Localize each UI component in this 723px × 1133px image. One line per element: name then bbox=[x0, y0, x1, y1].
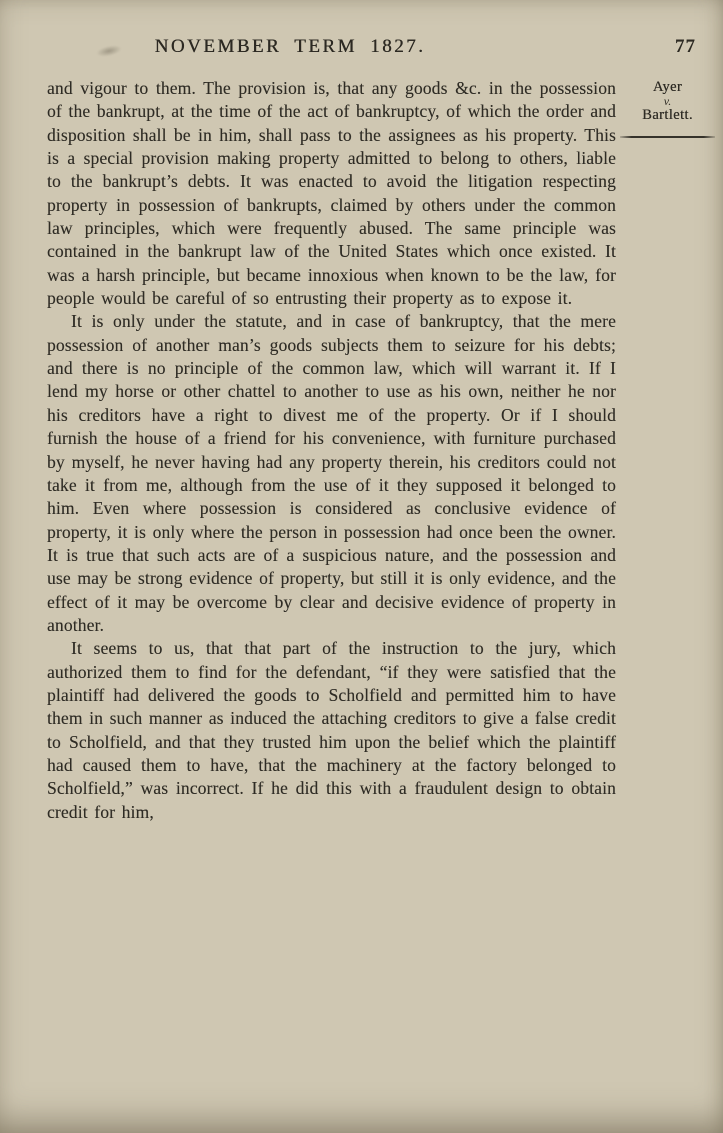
paragraph: It seems to us, that that part of the instruction to the jury, which authorized them to find for the defendant, “if they were satisfied that the plaintiff had delivered the goods to Scholfield and permitted him to have them in such manner as induced the attaching creditors to give a false credit to Scholfield, and that they trusted him upon the belief which the plaintiff had caused them to have, that the machinery at the factory belonged to Scholfield,” was incorrect. If he did this with a fraudulent design to obtain credit for him, bbox=[47, 638, 616, 822]
margin-note-divider bbox=[620, 136, 715, 138]
case-margin-note bbox=[620, 80, 715, 138]
case-party-defendant: Bartlett. bbox=[642, 107, 693, 123]
paragraph: and vigour to them. The provision is, that any goods &c. in the possession of the bankrupt, at the time of the act of bankruptcy, of which the order and disposition shall be in him, shall pass to the assignees as his property. This is a special provision making property admitted to belong to others, liable to the bankrupt’s debts. It was enacted to avoid the litigation respecting property in possession of bankrupts, claimed by others under the common law principles, which were frequently abused. The same principle was contained in the bankrupt law of the United States which once existed. It was a harsh principle, but became innoxious when known to be the law, for people would be careful of so entrusting their property as to expose it. bbox=[47, 78, 616, 309]
paragraph: It is only under the statute, and in case of bankruptcy, that the mere possession of another man’s goods subjects them to seizure for his debts; and there is no principle of the common law, which will warrant it. If I lend my horse or other chattel to another to use as his own, neither he nor his creditors have a right to divest me of the property. Or if I should furnish the house of a friend for his convenience, with furniture purchased by myself, he never having had any property therein, his creditors could not take it from me, although from the use of it they supposed it belonged to him. Even where possession is considered as conclusive evidence of property, it is only where the person in possession had once been the owner. It is true that such acts are of a suspicious nature, and the possession and use may be strong evidence of property, but still it is only evidence, and the effect of it may be overcome by clear and decisive evidence of property in another. bbox=[47, 311, 616, 635]
page-number: 77 bbox=[675, 36, 696, 57]
page-header bbox=[0, 36, 723, 62]
opinion-body bbox=[47, 77, 616, 824]
term-heading: NOVEMBER TERM 1827. bbox=[154, 36, 426, 57]
case-party-plaintiff: Ayer bbox=[652, 79, 683, 95]
case-versus: v. bbox=[663, 94, 672, 108]
